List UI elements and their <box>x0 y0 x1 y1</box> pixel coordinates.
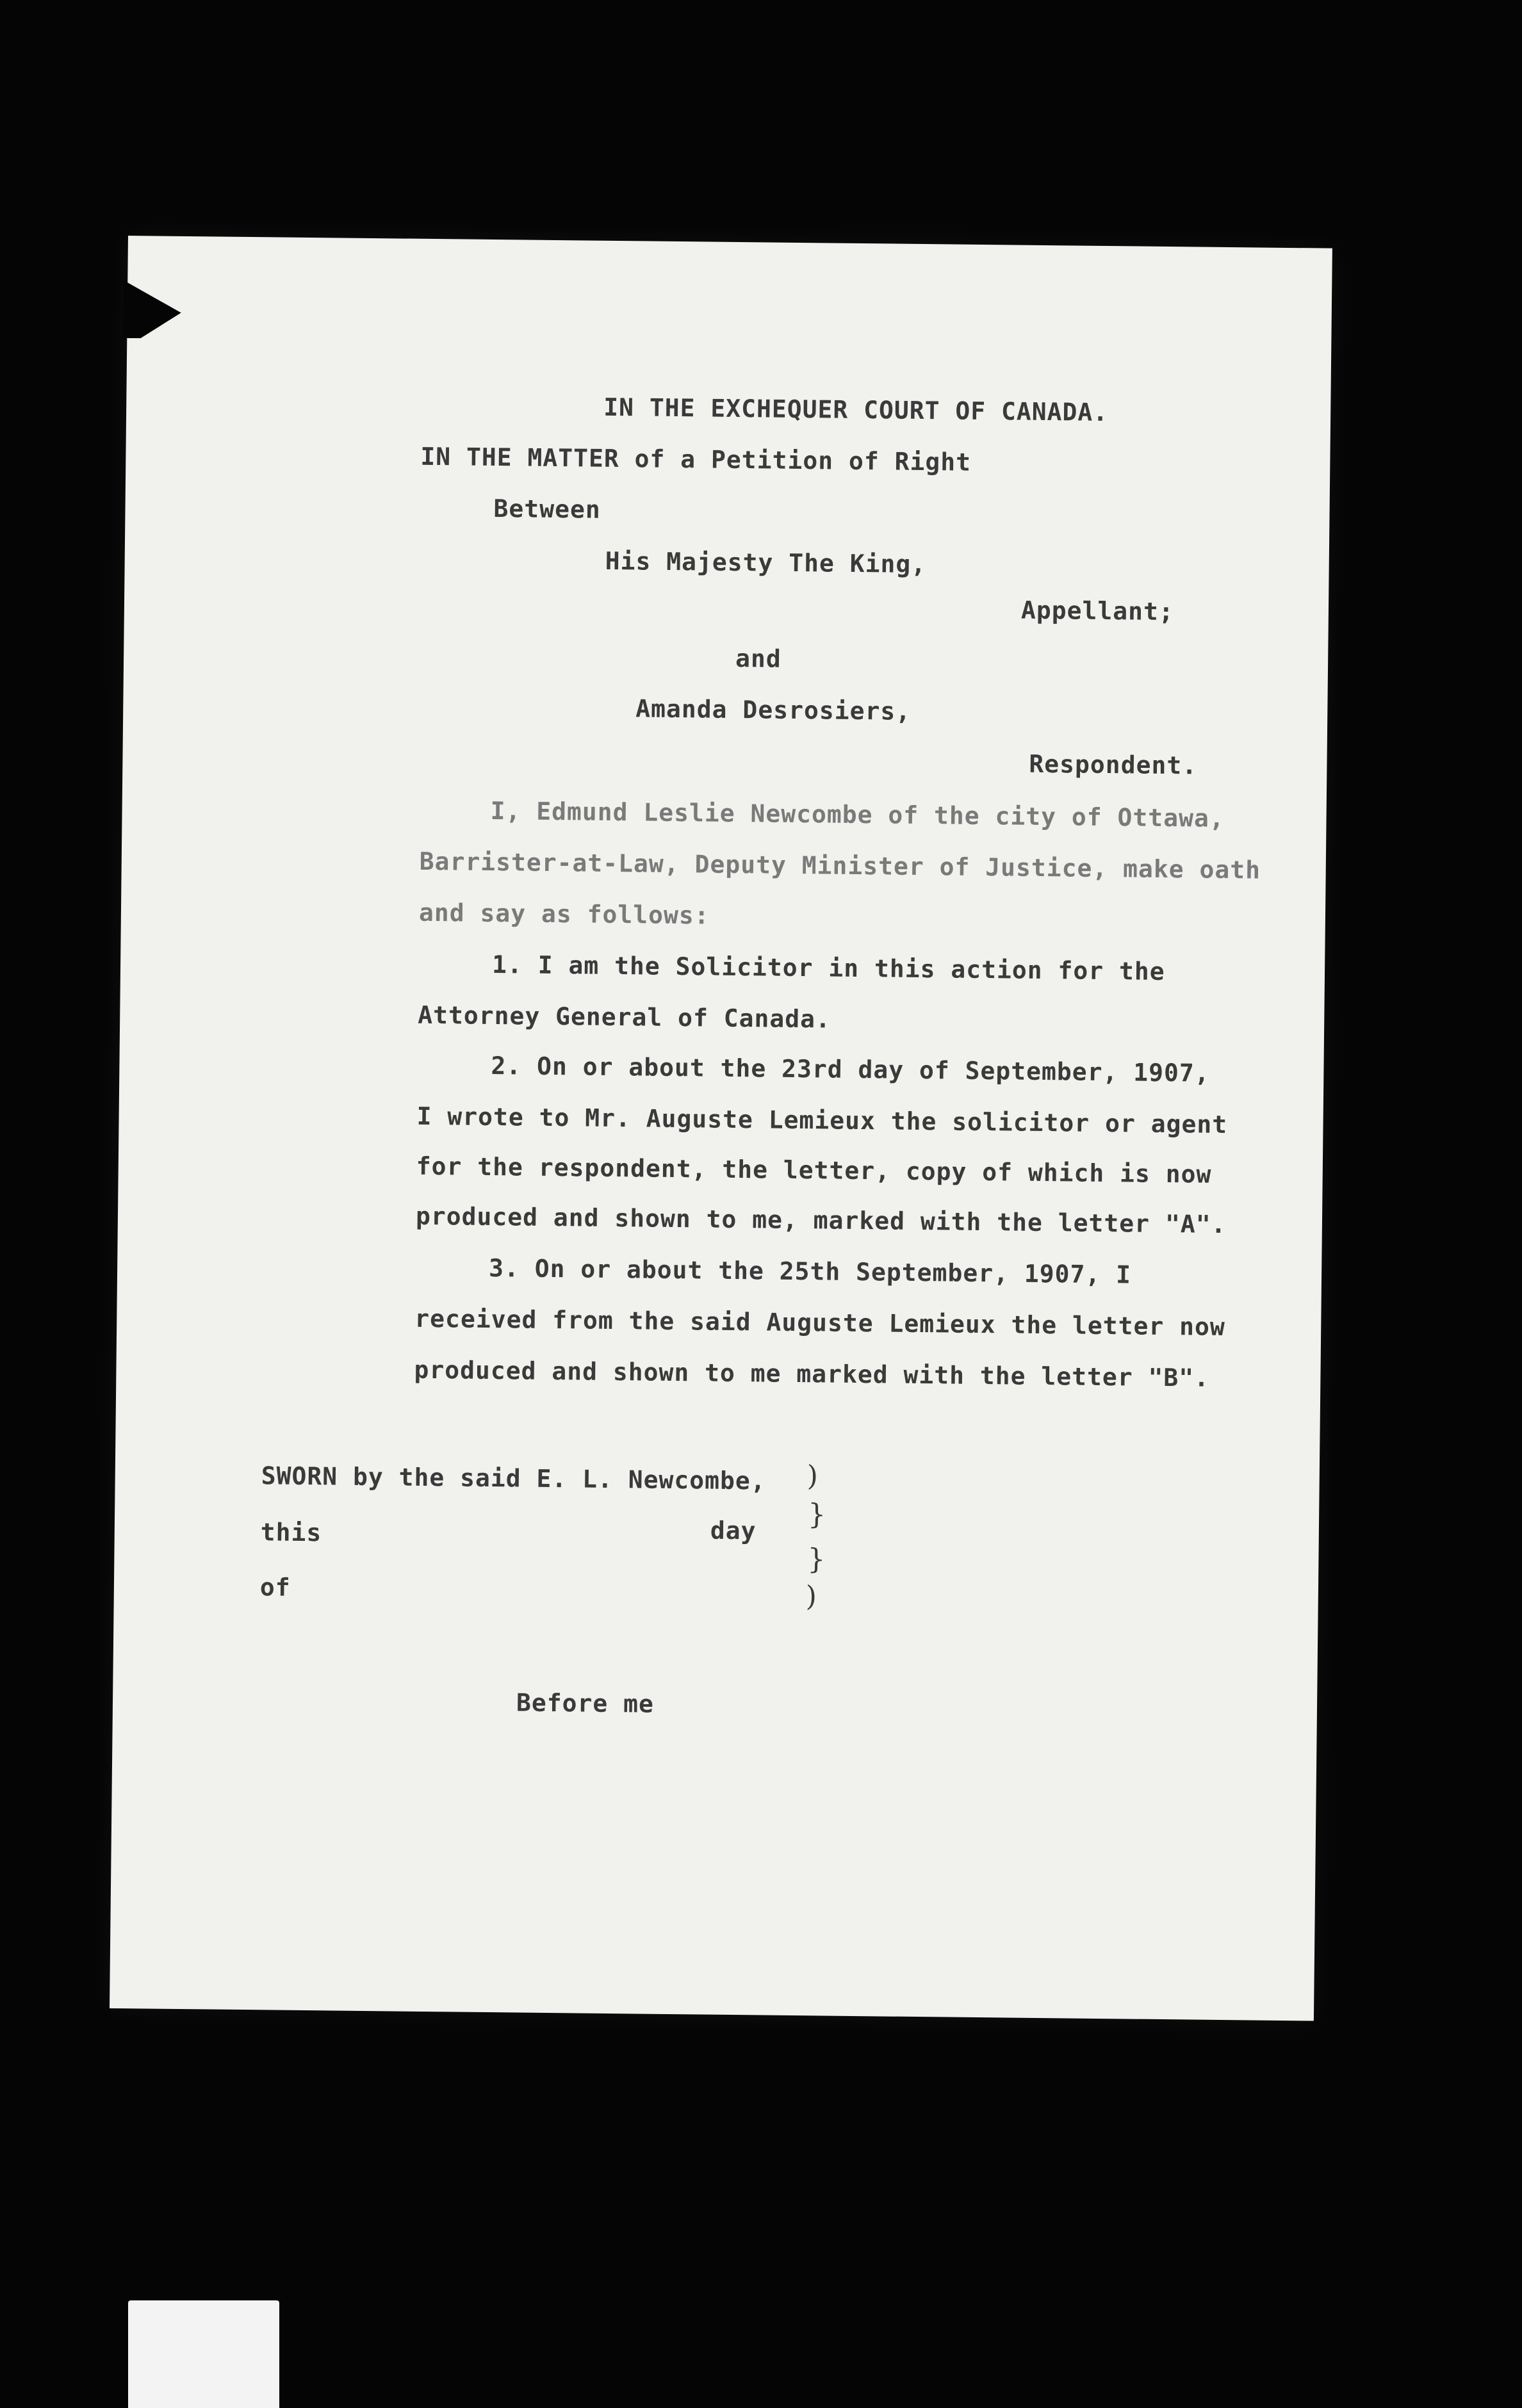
jurat-this-label: this <box>260 1518 322 1547</box>
court-heading: IN THE EXCHEQUER COURT OF CANADA. <box>603 393 1109 427</box>
paragraph-2-line4: produced and shown to me, marked with the letter "A". <box>415 1201 1227 1239</box>
affidavit-intro-line2: Barrister-at-Law, Deputy Minister of Justice, make oath <box>419 847 1261 884</box>
between-label: Between <box>493 494 601 524</box>
paragraph-2-line3: for the respondent, the letter, copy of which is now <box>416 1151 1212 1189</box>
document-page <box>110 236 1332 2021</box>
before-me-label: Before me <box>516 1688 655 1718</box>
paragraph-3-line3: produced and shown to me marked with the letter "B". <box>414 1355 1210 1392</box>
film-frame-marker <box>128 2300 279 2408</box>
paragraph-1-line1: 1. I am the Solicitor in this action for the <box>491 950 1165 986</box>
party-respondent-role: Respondent. <box>1029 749 1198 780</box>
and-label: and <box>735 644 782 673</box>
affidavit-intro-line3: and say as follows: <box>418 898 710 930</box>
jurat-brace: ) } } ) <box>805 1460 826 1613</box>
paragraph-3-line1: 3. On or about the 25th September, 1907, I <box>488 1253 1132 1289</box>
party-appellant-name: His Majesty The King, <box>605 546 927 579</box>
affidavit-intro-line1: I, Edmund Leslie Newcombe of the city of Ottawa, <box>490 796 1225 833</box>
paragraph-2-line2: I wrote to Mr. Auguste Lemieux the solicitor or agent <box>416 1102 1228 1139</box>
jurat-of-label: of <box>259 1573 291 1602</box>
party-appellant-role: Appellant; <box>1020 596 1174 626</box>
matter-line: IN THE MATTER of a Petition of Right <box>420 442 972 476</box>
jurat-day-label: day <box>710 1516 757 1545</box>
jurat-sworn-line: SWORN by the said E. L. Newcombe, <box>261 1461 766 1495</box>
party-respondent-name: Amanda Desrosiers, <box>635 694 912 726</box>
paragraph-1-line2: Attorney General of Canada. <box>418 1000 831 1034</box>
paragraph-2-line1: 2. On or about the 23rd day of September, 1907, <box>491 1052 1210 1087</box>
torn-corner <box>123 281 181 339</box>
paragraph-3-line2: received from the said Auguste Lemieux the letter now <box>414 1304 1226 1342</box>
